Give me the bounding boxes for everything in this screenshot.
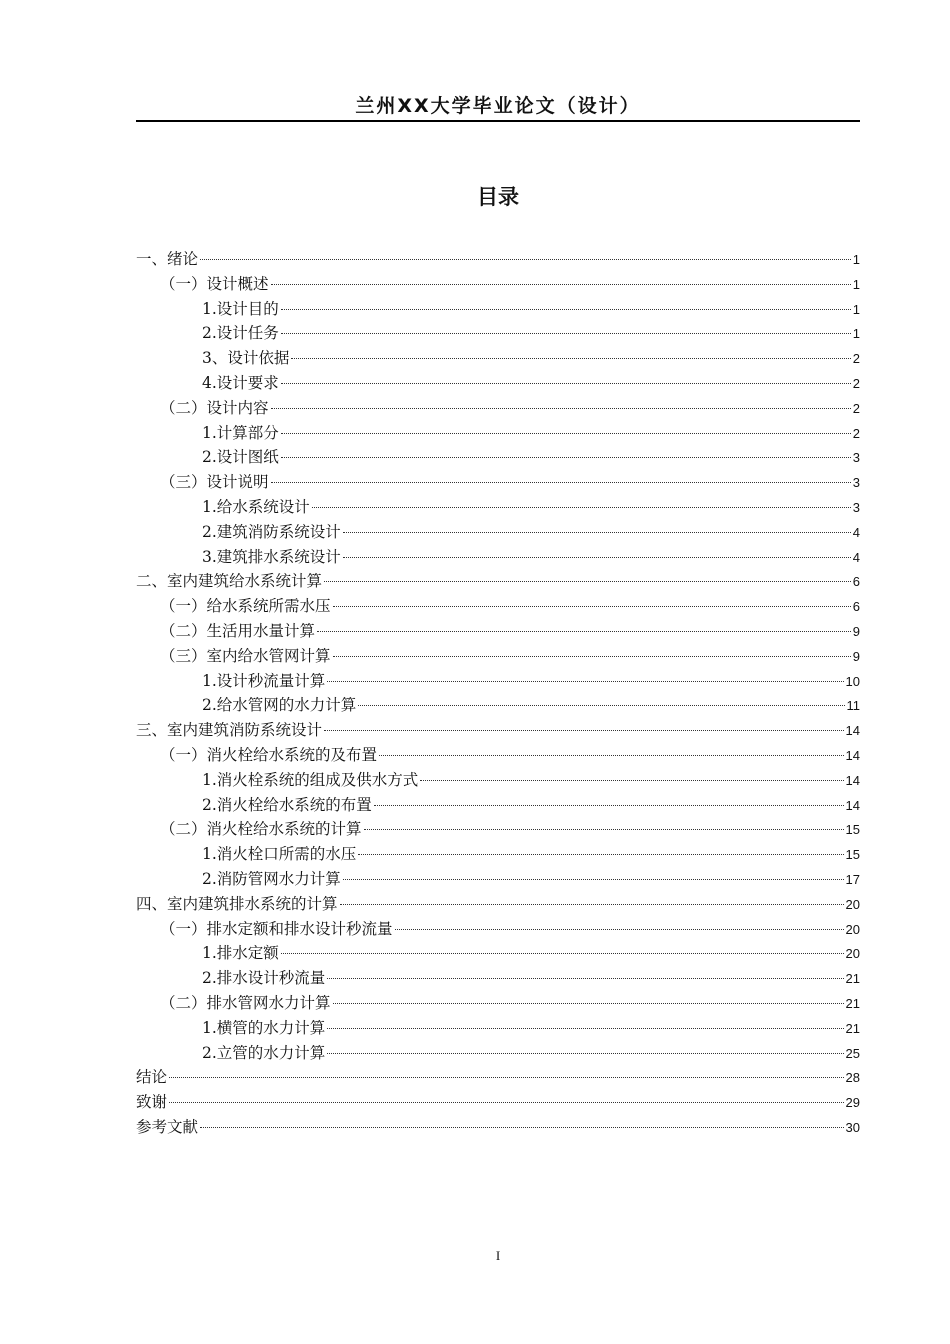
toc-entry-text: （二）生活用水量计算 [160,621,316,640]
toc-dot-leader [358,854,843,855]
toc-dot-leader [374,805,844,806]
toc-entry-page: 15 [845,847,860,863]
page-header-title: 兰州XX大学毕业论文（设计） [355,95,641,117]
toc-entry[interactable] [136,941,860,966]
toc-entry-text: （三）室内给水管网计算 [160,646,331,665]
toc-entry[interactable] [136,817,860,842]
toc-entry-text: （三）设计说明 [160,473,269,492]
toc-entry-page: 1 [852,276,860,292]
toc-entry[interactable] [136,445,860,470]
toc-entry-text: 2.设计图纸 [202,448,279,467]
toc-entry[interactable] [136,842,860,867]
table-of-contents [136,247,860,1140]
toc-entry[interactable] [136,892,860,917]
toc-dot-leader [327,681,843,682]
toc-entry[interactable] [136,966,860,991]
toc-entry-text: 3.建筑排水系统设计 [202,547,341,566]
toc-entry[interactable] [136,1115,860,1140]
toc-entry[interactable] [136,644,860,669]
toc-dot-leader [379,755,844,756]
toc-entry-text: 2.建筑消防系统设计 [202,522,341,541]
toc-entry-page: 21 [845,1020,860,1036]
toc-entry-page: 14 [845,747,860,763]
toc-entry-page: 11 [846,698,860,714]
toc-entry-page: 14 [845,772,860,788]
toc-dot-leader [317,631,851,632]
toc-entry-text: 参考文献 [136,1117,199,1136]
toc-entry[interactable] [136,371,860,396]
toc-dot-leader [333,606,851,607]
toc-entry[interactable] [136,619,860,644]
toc-entry[interactable] [136,495,860,520]
toc-entry-page: 14 [845,723,860,739]
toc-dot-leader [169,1077,844,1078]
toc-entry[interactable] [136,321,860,346]
toc-entry[interactable] [136,743,860,768]
toc-entry-text: （二）设计内容 [160,398,269,417]
toc-entry-page: 3 [852,450,860,466]
toc-entry[interactable] [136,917,860,942]
toc-entry-page: 9 [852,623,860,639]
toc-entry[interactable] [136,768,860,793]
toc-entry-page: 20 [845,946,860,962]
toc-entry-text: 三、室内建筑消防系统设计 [136,721,323,740]
toc-dot-leader [169,1102,844,1103]
toc-dot-leader [343,532,851,533]
toc-dot-leader [343,879,844,880]
toc-entry[interactable] [136,421,860,446]
toc-entry-text: 2.立管的水力计算 [202,1043,326,1062]
toc-entry-page: 29 [845,1095,860,1111]
toc-entry-page: 4 [852,524,860,540]
toc-entry-page: 6 [852,599,860,615]
toc-entry-text: 1.设计目的 [202,299,279,318]
toc-entry-text: 一、绪论 [136,250,199,268]
toc-entry-page: 3 [852,499,860,515]
toc-entry-page: 2 [852,375,860,391]
header-rule [136,120,860,122]
toc-entry[interactable] [136,1016,860,1041]
toc-entry[interactable] [136,470,860,495]
toc-entry[interactable] [136,346,860,371]
toc-entry-text: 1.设计秒流量计算 [202,671,326,690]
toc-entry-text: 1.计算部分 [202,423,279,442]
toc-entry[interactable] [136,793,860,818]
toc-dot-leader [281,457,851,458]
toc-entry-text: 1.排水定额 [202,944,279,963]
toc-entry[interactable] [136,594,860,619]
toc-entry-text: （一）排水定额和排水设计秒流量 [160,919,393,938]
toc-entry-text: 致谢 [136,1093,168,1112]
toc-entry-text: 结论 [136,1068,168,1087]
toc-entry-page: 14 [845,797,860,813]
toc-dot-leader [281,333,851,334]
toc-dot-leader [333,656,851,657]
toc-entry-page: 25 [845,1045,860,1061]
toc-dot-leader [420,780,843,781]
toc-entry-page: 2 [852,351,860,367]
toc-dot-leader [395,929,844,930]
toc-dot-leader [281,309,851,310]
toc-entry-page: 1 [852,252,860,267]
toc-entry-page: 2 [852,400,860,416]
toc-entry[interactable] [136,569,860,594]
toc-entry-page: 3 [852,475,860,491]
toc-entry-page: 1 [852,326,860,342]
toc-entry-page: 4 [852,549,860,565]
toc-entry-text: （一）给水系统所需水压 [160,597,331,616]
toc-entry-text: 四、室内建筑排水系统的计算 [136,894,338,913]
toc-entry-text: 4.设计要求 [202,373,279,392]
toc-entry-text: （一）设计概述 [160,274,269,293]
toc-entry-page: 20 [845,896,860,912]
toc-dot-leader [327,978,843,979]
toc-dot-leader [312,507,851,508]
toc-entry-page: 1 [852,301,860,317]
toc-entry-text: （二）排水管网水力计算 [160,993,331,1012]
toc-entry-text: 3、设计依据 [202,349,290,368]
toc-entry-text: 1.横管的水力计算 [202,1018,326,1037]
toc-dot-leader [358,705,844,706]
toc-entry-page: 2 [852,425,860,441]
toc-dot-leader [271,408,851,409]
toc-entry-page: 20 [845,921,860,937]
toc-entry-page: 21 [845,971,860,987]
toc-dot-leader [343,557,851,558]
toc-entry-text: 2.排水设计秒流量 [202,969,326,988]
toc-dot-leader [327,1028,843,1029]
toc-title: 目录 [477,185,519,209]
toc-entry[interactable] [136,991,860,1016]
toc-entry[interactable] [136,520,860,545]
footer-page-number: I [495,1248,501,1263]
toc-entry[interactable] [136,247,860,272]
toc-dot-leader [200,259,851,260]
toc-entry-text: 1.消火栓口所需的水压 [202,845,357,864]
toc-entry-text: 2.消防管网水力计算 [202,869,341,888]
toc-entry-text: 1.给水系统设计 [202,497,310,516]
toc-entry-page: 21 [845,995,860,1011]
toc-entry[interactable] [136,669,860,694]
toc-entry-page: 6 [852,574,860,590]
toc-entry-page: 10 [845,673,860,689]
toc-dot-leader [327,1053,843,1054]
toc-entry[interactable] [136,545,860,570]
toc-entry-page: 9 [852,648,860,664]
toc-entry-page: 28 [845,1070,860,1086]
toc-entry[interactable] [136,272,860,297]
toc-dot-leader [291,358,850,359]
toc-dot-leader [200,1127,844,1128]
toc-dot-leader [333,1003,844,1004]
toc-entry-text: （二）消火栓给水系统的计算 [160,820,362,839]
toc-entry-page: 15 [845,822,860,838]
toc-dot-leader [271,482,851,483]
toc-entry[interactable] [136,396,860,421]
toc-dot-leader [324,581,851,582]
toc-entry-page: 17 [845,871,860,887]
toc-entry-text: 2.设计任务 [202,324,279,343]
toc-dot-leader [271,284,851,285]
toc-entry[interactable] [136,1065,860,1090]
toc-entry[interactable] [136,1041,860,1066]
toc-dot-leader [281,433,851,434]
toc-entry-text: 2.消火栓给水系统的布置 [202,795,372,814]
toc-entry-text: 2.给水管网的水力计算 [202,696,357,715]
toc-dot-leader [281,383,851,384]
toc-entry[interactable] [136,1090,860,1115]
toc-entry[interactable] [136,297,860,322]
toc-entry-page: 30 [845,1119,860,1135]
toc-entry[interactable] [136,718,860,743]
toc-entry[interactable] [136,867,860,892]
toc-entry-text: 二、室内建筑给水系统计算 [136,572,323,591]
toc-entry-text: 1.消火栓系统的组成及供水方式 [202,770,419,789]
toc-dot-leader [364,829,844,830]
toc-entry-text: （一）消火栓给水系统的及布置 [160,745,378,764]
toc-dot-leader [340,904,844,905]
toc-dot-leader [324,730,844,731]
toc-dot-leader [281,953,844,954]
toc-entry[interactable] [136,693,860,718]
